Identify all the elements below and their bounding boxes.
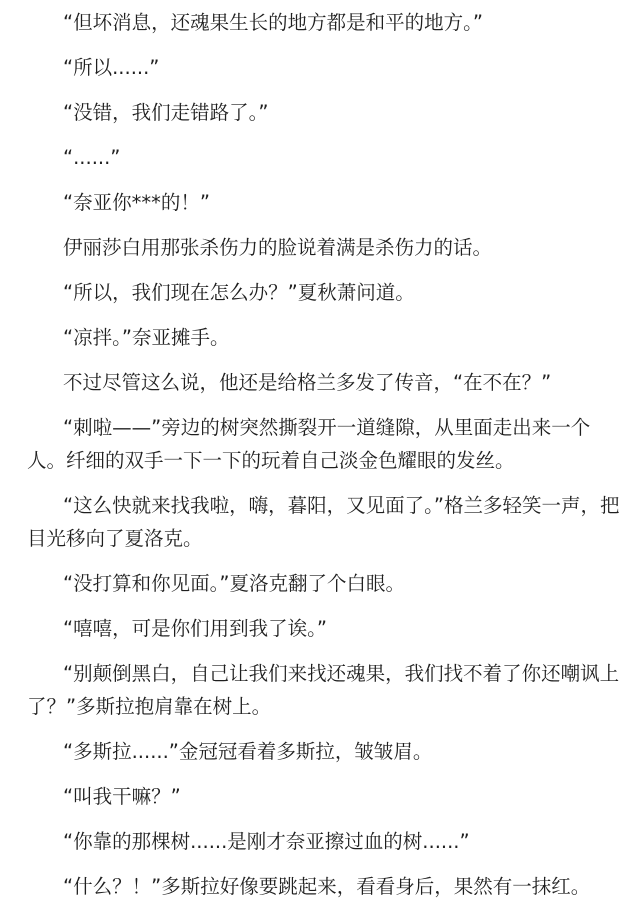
paragraph: “奈亚你***的！” <box>63 191 210 214</box>
paragraph: “但坏消息，还魂果生长的地方都是和平的地方。” <box>63 11 483 34</box>
paragraph: “......” <box>63 146 121 169</box>
paragraph: “这么快就来找我啦，嗨，暮阳，又见面了。”格兰多轻笑一声，把目光移向了夏洛克。 <box>27 494 620 550</box>
paragraph: “所以......” <box>63 56 160 79</box>
paragraph: “没打算和你见面。”夏洛克翻了个白眼。 <box>63 572 405 595</box>
paragraph: 不过尽管这么说，他还是给格兰多发了传音，“在不在？” <box>63 371 552 394</box>
paragraph: “所以，我们现在怎么办？”夏秋萧问道。 <box>63 281 415 304</box>
paragraph: “没错，我们走错路了。” <box>63 101 269 124</box>
paragraph: 伊丽莎白用那张杀伤力的脸说着满是杀伤力的话。 <box>63 236 493 259</box>
paragraph: “别颠倒黑白，自己让我们来找还魂果，我们找不着了你还嘲讽上了？”多斯拉抱肩靠在树上。 <box>27 662 620 718</box>
paragraph: “你靠的那棵树......是刚才奈亚擦过血的树......” <box>63 830 470 853</box>
paragraph: “凉拌。”奈亚摊手。 <box>63 326 230 349</box>
paragraph: “什么？！”多斯拉好像要跳起来，看看身后，果然有一抹红。 <box>63 875 591 898</box>
paragraph: “嘻嘻，可是你们用到我了诶。” <box>63 617 327 640</box>
paragraph: “多斯拉......”金冠冠看着多斯拉，皱皱眉。 <box>63 740 433 763</box>
paragraph: “叫我干嘛？” <box>63 785 181 808</box>
paragraph: “刺啦——”旁边的树突然撕裂开一道缝隙，从里面走出来一个人。纤细的双手一下一下的玩着自己淡金色耀眼的发丝。 <box>27 416 591 472</box>
